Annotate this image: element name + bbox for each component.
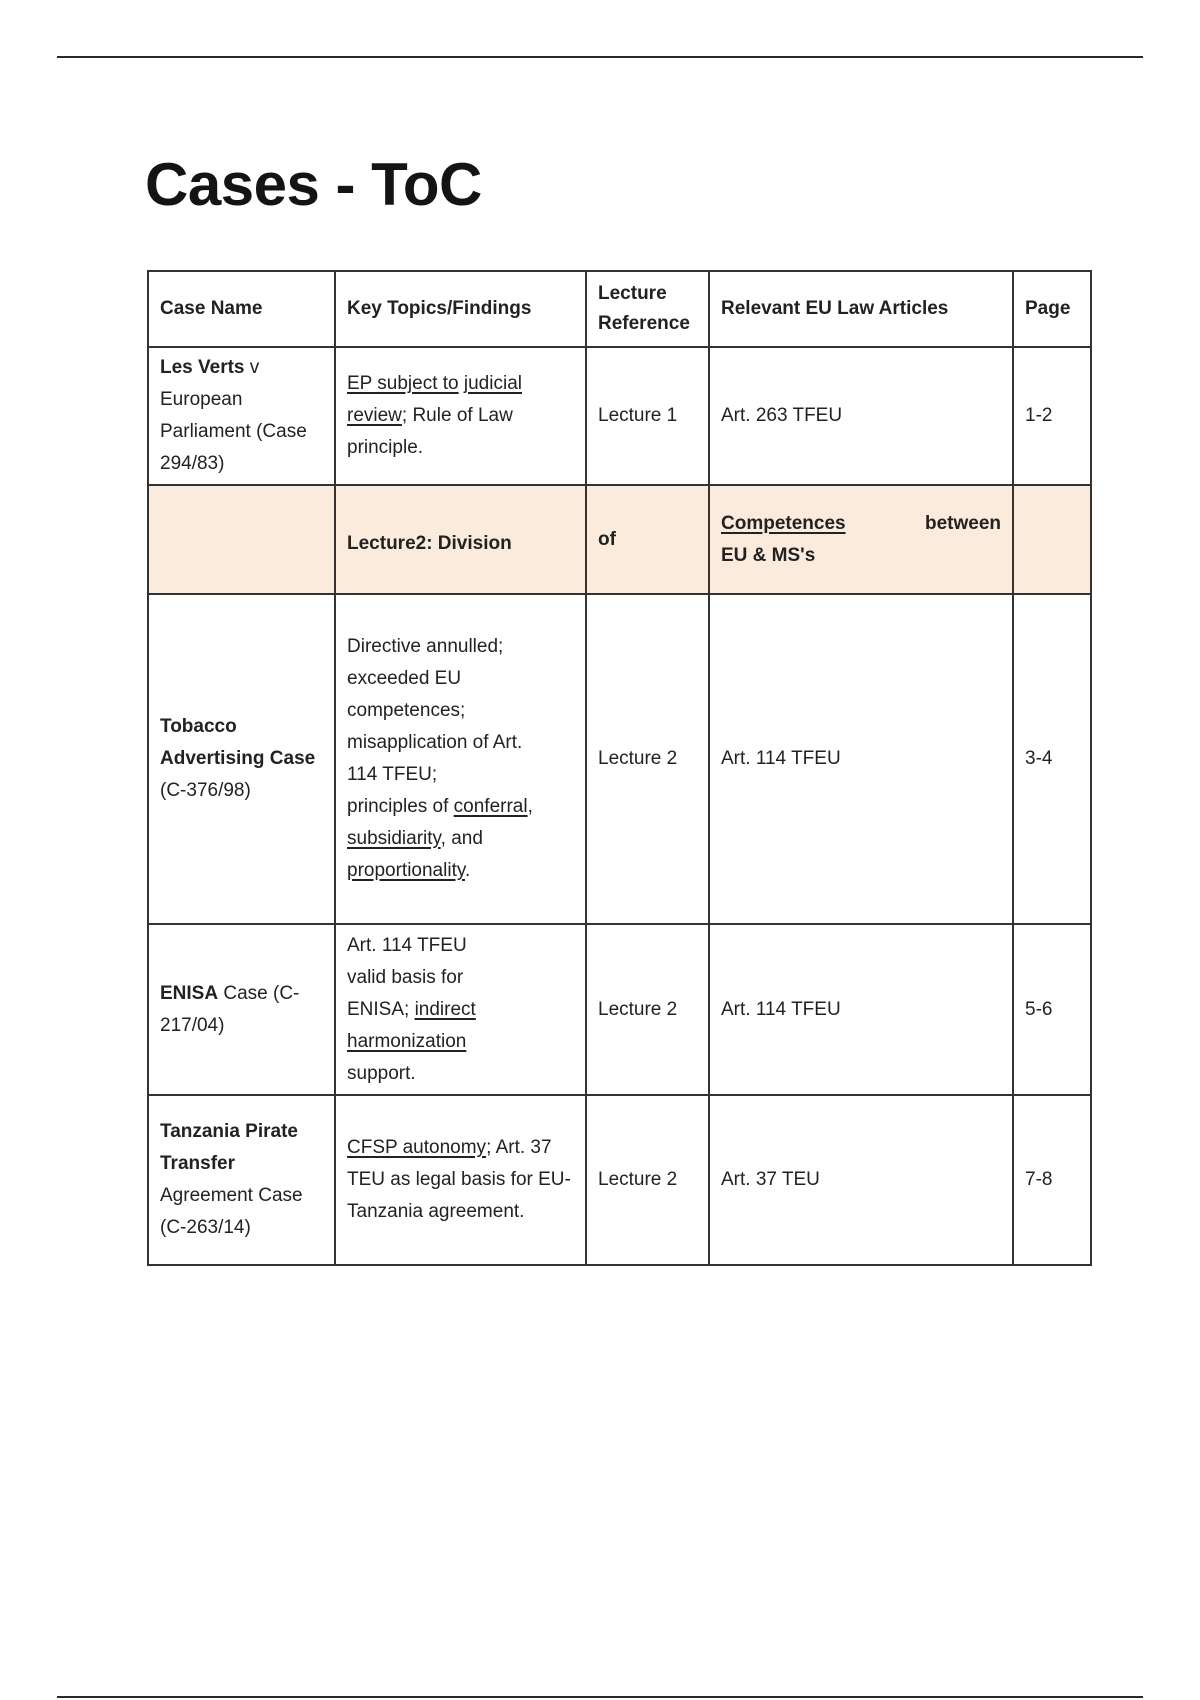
topic-text: , and xyxy=(440,828,483,849)
section-of-cell: of xyxy=(586,485,709,594)
case-name-cell xyxy=(148,924,335,1095)
topic-underlined: proportionality xyxy=(347,860,465,881)
section-competences-cell xyxy=(709,485,1013,594)
topic-underlined: EP subject to xyxy=(347,373,459,394)
section-between: between xyxy=(924,512,1001,534)
top-rule xyxy=(57,56,1143,58)
topic-line xyxy=(347,994,574,1058)
section-empty-page-cell xyxy=(1013,485,1091,594)
topic-line: competences; xyxy=(347,700,466,721)
topic-underlined: conferral xyxy=(453,796,528,817)
case-name-cell xyxy=(148,1095,335,1265)
topic-text: principles of xyxy=(347,796,454,817)
topic-text: . xyxy=(464,860,471,881)
table-row xyxy=(148,347,1091,485)
article-cell: Art. 114 TFEU xyxy=(709,594,1013,924)
section-competences: Competences xyxy=(721,512,846,534)
header-key-topics: Key Topics/Findings xyxy=(335,271,586,347)
topic-line: support. xyxy=(347,1062,416,1084)
topic-line: 114 TFEU; xyxy=(347,764,438,785)
topic-line: Art. 114 TFEU xyxy=(347,934,467,956)
topic-text: ; Art. 37 TEU as legal basis for EU-Tanzania agreement. xyxy=(347,1137,571,1222)
topic-line xyxy=(347,855,574,887)
topic-line: principles of conferral, xyxy=(347,796,533,817)
topic-underlined: judicial review xyxy=(347,373,522,426)
header-lecture-line2: Reference xyxy=(598,313,690,334)
case-name-bold: ENISA xyxy=(160,982,219,1004)
table-row xyxy=(148,594,1091,924)
case-name-rest: v European Parliament (Case 294/83) xyxy=(160,357,307,474)
header-articles: Relevant EU Law Articles xyxy=(709,271,1013,347)
bottom-rule xyxy=(57,1696,1143,1698)
cases-table xyxy=(147,270,1092,1266)
lecture-cell: Lecture 2 xyxy=(586,594,709,924)
page-cell: 5-6 xyxy=(1013,924,1091,1095)
case-name-rest: Case (C-217/04) xyxy=(160,982,300,1036)
page-title: Cases - ToC xyxy=(145,151,482,218)
section-line1 xyxy=(721,508,1001,540)
topic-text: ENISA; xyxy=(347,998,415,1020)
page-cell: 3-4 xyxy=(1013,594,1091,924)
header-lecture-reference xyxy=(586,271,709,347)
case-name-cell xyxy=(148,347,335,485)
table-header-row xyxy=(148,271,1091,347)
header-page: Page xyxy=(1013,271,1091,347)
case-name-bold: Tanzania Pirate Transfer xyxy=(160,1121,298,1174)
section-row xyxy=(148,485,1091,594)
case-name-cell xyxy=(148,594,335,924)
case-name-bold: Les Verts xyxy=(160,357,245,378)
lecture-cell: Lecture 1 xyxy=(586,347,709,485)
section-line2: EU & MS's xyxy=(721,544,816,566)
topic-line: misapplication of Art. xyxy=(347,732,523,753)
article-cell: Art. 37 TEU xyxy=(709,1095,1013,1265)
key-topics-cell xyxy=(335,1095,586,1265)
topic-underlined: CFSP autonomy xyxy=(347,1137,487,1158)
key-topics-cell xyxy=(335,924,586,1095)
topic-underlined: subsidiarity xyxy=(347,828,441,849)
table-row xyxy=(148,1095,1091,1265)
lecture-cell: Lecture 2 xyxy=(586,924,709,1095)
key-topics-cell xyxy=(335,347,586,485)
case-name-rest: (C-376/98) xyxy=(160,780,251,801)
topic-line xyxy=(347,823,574,855)
article-cell: Art. 114 TFEU xyxy=(709,924,1013,1095)
table-row xyxy=(148,924,1091,1095)
key-topics-cell xyxy=(335,594,586,924)
topic-text: ; Rule of Law principle. xyxy=(347,405,513,458)
case-name-bold: Tobacco Advertising Case xyxy=(160,716,316,769)
header-case-name: Case Name xyxy=(148,271,335,347)
topic-line: exceeded EU xyxy=(347,668,462,689)
lecture-cell: Lecture 2 xyxy=(586,1095,709,1265)
article-cell: Art. 263 TFEU xyxy=(709,347,1013,485)
page-cell: 7-8 xyxy=(1013,1095,1091,1265)
page-cell: 1-2 xyxy=(1013,347,1091,485)
header-lecture-line1: Lecture xyxy=(598,283,667,304)
section-empty-cell xyxy=(148,485,335,594)
topic-underlined: indirect harmonization xyxy=(347,998,476,1052)
topic-line: valid basis for xyxy=(347,966,464,988)
case-name-rest: Agreement Case (C-263/14) xyxy=(160,1185,303,1238)
topic-line: Directive annulled; xyxy=(347,636,504,657)
section-title-cell: Lecture2: Division xyxy=(335,485,586,594)
